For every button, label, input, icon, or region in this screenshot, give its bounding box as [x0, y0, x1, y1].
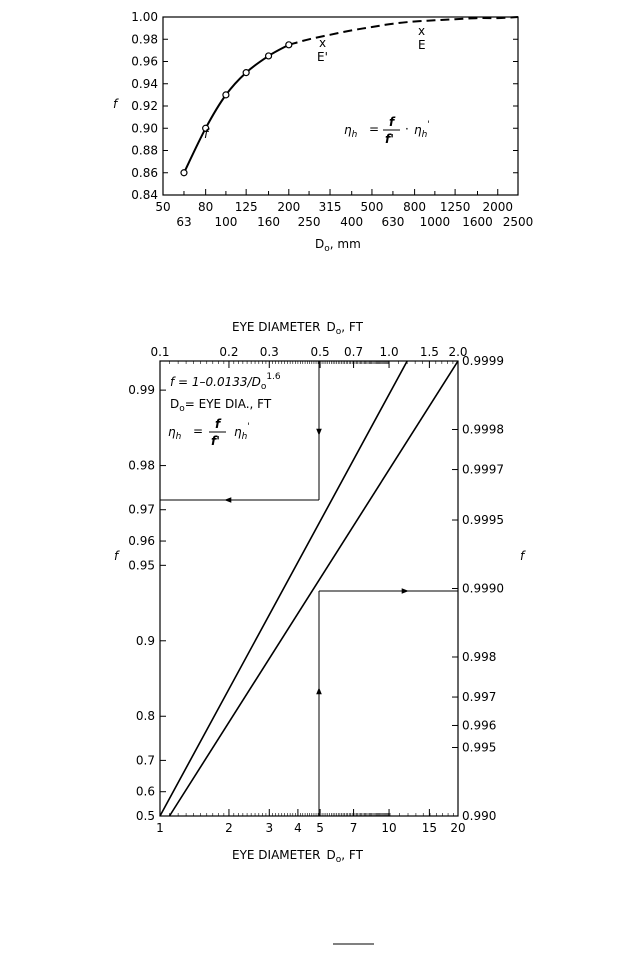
- right-y-tick-label: 0.996: [462, 718, 497, 733]
- example-bottom-scale: [319, 591, 458, 816]
- left-y-tick-label: 0.95: [128, 558, 155, 573]
- top-data-point: [286, 42, 292, 48]
- bottom-x-tick-label: 2: [225, 821, 233, 835]
- top-y-tick-label: 0.86: [131, 165, 158, 180]
- svg-text:ηh: $\eta_h$: [168, 425, 182, 442]
- marker-e-prime: [317, 36, 328, 64]
- svg-text:f': f': [385, 132, 394, 146]
- top-data-point: [223, 92, 229, 98]
- svg-text:ηh': $\eta_h'$: [414, 120, 430, 140]
- bottom-legend: [168, 372, 281, 448]
- top-curve-measured: [184, 45, 289, 173]
- bottom-x-tick-label: 4: [294, 821, 302, 835]
- legend-definition: $D_o=$ EYE DIA., FT: [170, 397, 272, 414]
- top-formula: [344, 115, 430, 146]
- top-x-tick-label: 2000: [482, 200, 514, 214]
- top-x-tick-label: 80: [198, 200, 214, 214]
- top-y-tick-label: 1.00: [131, 10, 158, 24]
- top2-x-tick-label: 0.3: [259, 345, 279, 359]
- top2-x-tick-label: 1.5: [419, 345, 439, 359]
- left-y-tick-label: 0.9: [135, 633, 155, 648]
- svg-text:=: =: [369, 122, 380, 136]
- right-y-tick-label: 0.990: [462, 809, 497, 823]
- right-y-tick-label: 0.9997: [462, 462, 504, 477]
- bottom-x-tick-label: 20: [450, 821, 466, 835]
- bottom-x-label: EYE DIAMETER $D_o$, FT: [232, 848, 363, 865]
- top-x-tick-label: 800: [403, 200, 427, 214]
- right-y-tick-label: 0.997: [462, 690, 497, 705]
- right-y-tick-label: 0.9990: [462, 581, 504, 596]
- bottom-x-tick-label: 5: [316, 821, 324, 835]
- top-x-tick-label: 200: [277, 200, 301, 214]
- top-chart-frame: [163, 17, 518, 195]
- bottom-x-tick-label: 7: [349, 821, 358, 835]
- bottom-chart: [114, 320, 526, 865]
- bottom-y-label-left: f: [114, 549, 119, 563]
- top-x-tick-label: 125: [234, 200, 258, 214]
- right-y-tick-label: 0.9998: [462, 422, 504, 437]
- legend-formula: $f = 1-0.0133/D_o^{1.6}$: [170, 372, 281, 392]
- top2-x-tick-label: 1.0: [379, 345, 399, 359]
- svg-text:ηh': $\eta_h'$: [234, 422, 250, 442]
- top-x-tick-label-row2: 1000: [419, 215, 451, 229]
- svg-text:x: x: [319, 36, 327, 50]
- top-x-tick-label: 50: [155, 200, 171, 214]
- top-y-tick-label: 0.94: [131, 76, 158, 91]
- top2-x-tick-label: 0.1: [150, 345, 170, 359]
- bottom-x-axis: [156, 809, 465, 835]
- right-y-tick-label: 0.9999: [462, 354, 504, 368]
- top-x-axis-secondary: [150, 345, 467, 368]
- marker-e-label: E: [418, 38, 426, 52]
- svg-text:ηh: $\eta_h$: [344, 123, 358, 140]
- top-x-tick-label: 500: [360, 200, 384, 214]
- top-curve-label: f: [204, 127, 209, 141]
- top-y-tick-label: 0.92: [131, 99, 158, 113]
- left-y-tick-label: 0.97: [128, 502, 155, 517]
- bottom-x-tick-label: 15: [421, 821, 438, 835]
- top-y-tick-label: 0.98: [131, 32, 158, 47]
- right-y-tick-label: 0.995: [462, 740, 497, 755]
- svg-text:f: f: [389, 115, 395, 129]
- top-y-tick-label: 0.84: [131, 188, 158, 202]
- bottom-x-tick-label: 3: [265, 821, 274, 835]
- top2-x-tick-label: 0.5: [310, 345, 330, 359]
- left-y-tick-label: 0.8: [135, 709, 155, 724]
- top-data-point: [266, 53, 272, 59]
- svg-text:x: x: [418, 24, 426, 38]
- left-y-tick-label: 0.99: [128, 383, 155, 398]
- top-data-point: [181, 170, 187, 176]
- top-data-points: [181, 42, 292, 176]
- top-chart: [113, 10, 533, 254]
- bottom-line-bottom-scale: [169, 361, 458, 816]
- top-x-tick-label-row2: 250: [297, 215, 321, 229]
- svg-text:·: ·: [405, 122, 409, 136]
- top-x-tick-label-row2: 630: [381, 215, 405, 229]
- left-y-tick-label: 0.96: [128, 534, 155, 549]
- top-y-tick-label: 0.90: [131, 121, 158, 136]
- svg-text:f: f: [215, 417, 221, 431]
- marker-e: [418, 24, 426, 52]
- bottom-chart-frame: [160, 361, 458, 816]
- bottom-y-label-right: f: [520, 549, 525, 563]
- top-x-tick-label-row2: 160: [257, 215, 281, 229]
- top-x-tick-label-row2: 1600: [462, 215, 493, 229]
- top-x-tick-label-row2: 400: [340, 215, 364, 229]
- top-x-tick-label-row2: 2500: [502, 215, 534, 229]
- left-y-tick-label: 0.7: [135, 753, 155, 768]
- left-y-tick-label: 0.6: [135, 784, 155, 799]
- top2-x-tick-label: 0.7: [344, 345, 364, 359]
- bottom-top-title: EYE DIAMETER $D_o$, FT: [232, 320, 363, 337]
- marker-e-prime-label: E': [317, 50, 328, 64]
- bottom-x-tick-label: 10: [381, 821, 397, 835]
- right-y-tick-label: 0.998: [462, 649, 497, 664]
- svg-text:f': f': [211, 434, 220, 448]
- svg-text:=: =: [193, 424, 204, 438]
- bottom-x-tick-label: 1: [156, 821, 164, 835]
- top-x-tick-label-row2: 100: [214, 215, 238, 229]
- right-y-axis: [452, 354, 504, 823]
- top2-x-tick-label: 2.0: [448, 345, 468, 359]
- top-y-label: f: [113, 97, 118, 111]
- top-y-tick-label: 0.88: [131, 143, 158, 158]
- top-x-tick-label: 1250: [439, 200, 471, 214]
- top-data-point: [243, 70, 249, 76]
- right-y-tick-label: 0.9995: [462, 513, 504, 528]
- top-x-label: $D_o$, mm: [315, 237, 361, 254]
- left-y-tick-label: 0.98: [128, 458, 155, 473]
- top-x-tick-label: 315: [318, 200, 342, 214]
- left-y-tick-label: 0.5: [135, 809, 155, 823]
- top-x-tick-label-row2: 63: [176, 215, 192, 229]
- top2-x-tick-label: 0.2: [219, 345, 239, 359]
- top-y-tick-label: 0.96: [131, 54, 158, 69]
